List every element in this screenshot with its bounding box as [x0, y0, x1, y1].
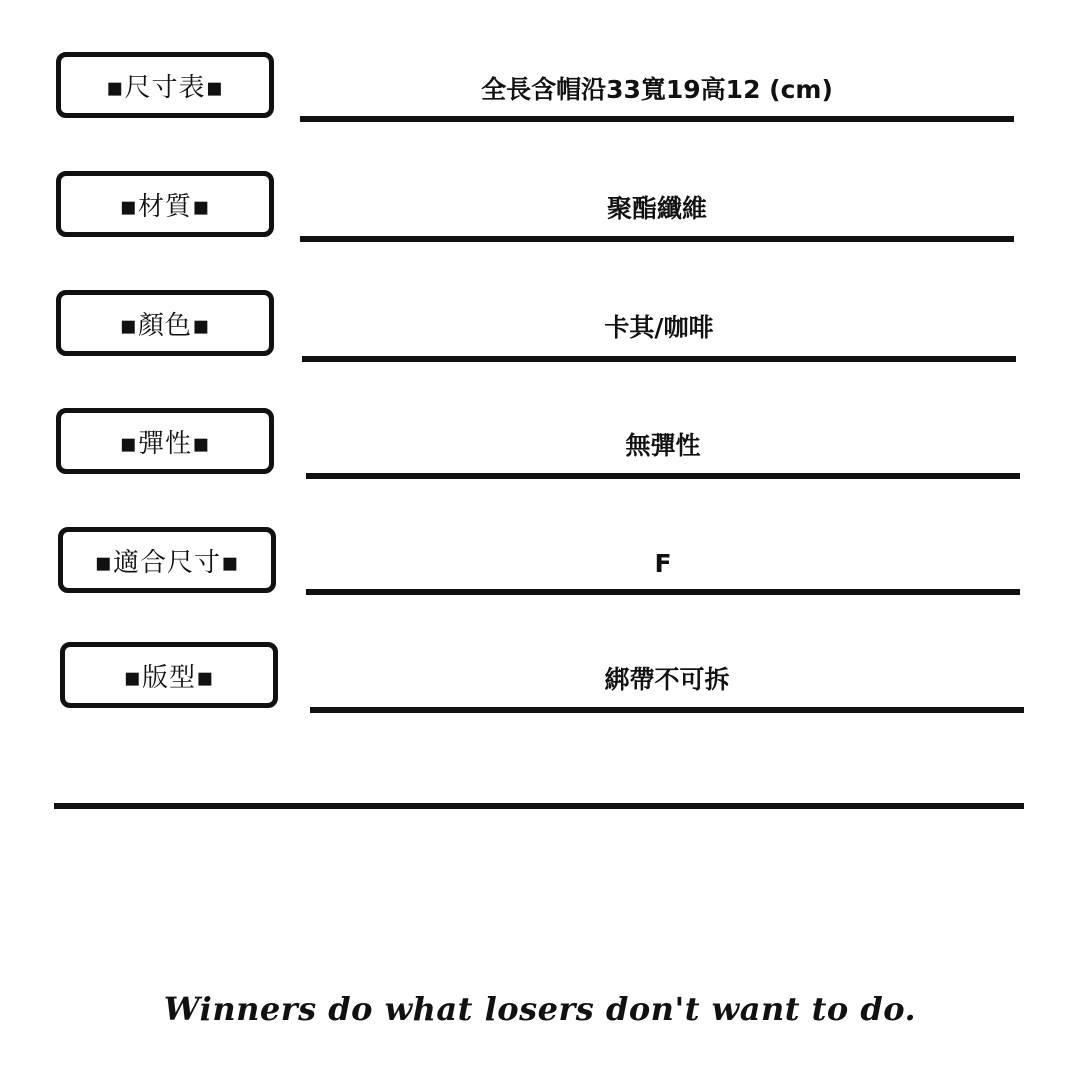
spec-value-material: 聚酯纖維 — [606, 194, 707, 223]
section-divider — [54, 803, 1024, 809]
spec-underline-style — [310, 707, 1024, 713]
spec-label-fit-size: ▪適合尺寸▪ — [58, 527, 276, 593]
spec-underline-material — [300, 236, 1014, 242]
spec-underline-color — [302, 356, 1016, 362]
spec-row-size — [0, 52, 1080, 142]
spec-label-style: ▪版型▪ — [60, 642, 278, 708]
spec-value-elasticity: 無彈性 — [625, 431, 701, 460]
spec-underline-elasticity — [306, 473, 1020, 479]
spec-value-style: 綁帶不可拆 — [604, 665, 730, 694]
spec-row-elasticity — [0, 408, 1080, 498]
spec-row-style — [0, 642, 1080, 732]
spec-label-size: ▪尺寸表▪ — [56, 52, 274, 118]
spec-label-elasticity: ▪彈性▪ — [56, 408, 274, 474]
spec-row-fit-size — [0, 527, 1080, 617]
spec-label-color: ▪顏色▪ — [56, 290, 274, 356]
spec-value-size: 全長含帽沿33寬19高12 (cm) — [481, 75, 833, 104]
slogan: Winners do what losers don't want to do. — [163, 990, 917, 1028]
spec-row-material — [0, 171, 1080, 261]
spec-label-material: ▪材質▪ — [56, 171, 274, 237]
spec-row-color — [0, 290, 1080, 380]
spec-value-fit-size: F — [654, 548, 672, 578]
spec-underline-fit-size — [306, 589, 1020, 595]
spec-underline-size — [300, 116, 1014, 122]
spec-value-color: 卡其/咖啡 — [604, 313, 714, 342]
